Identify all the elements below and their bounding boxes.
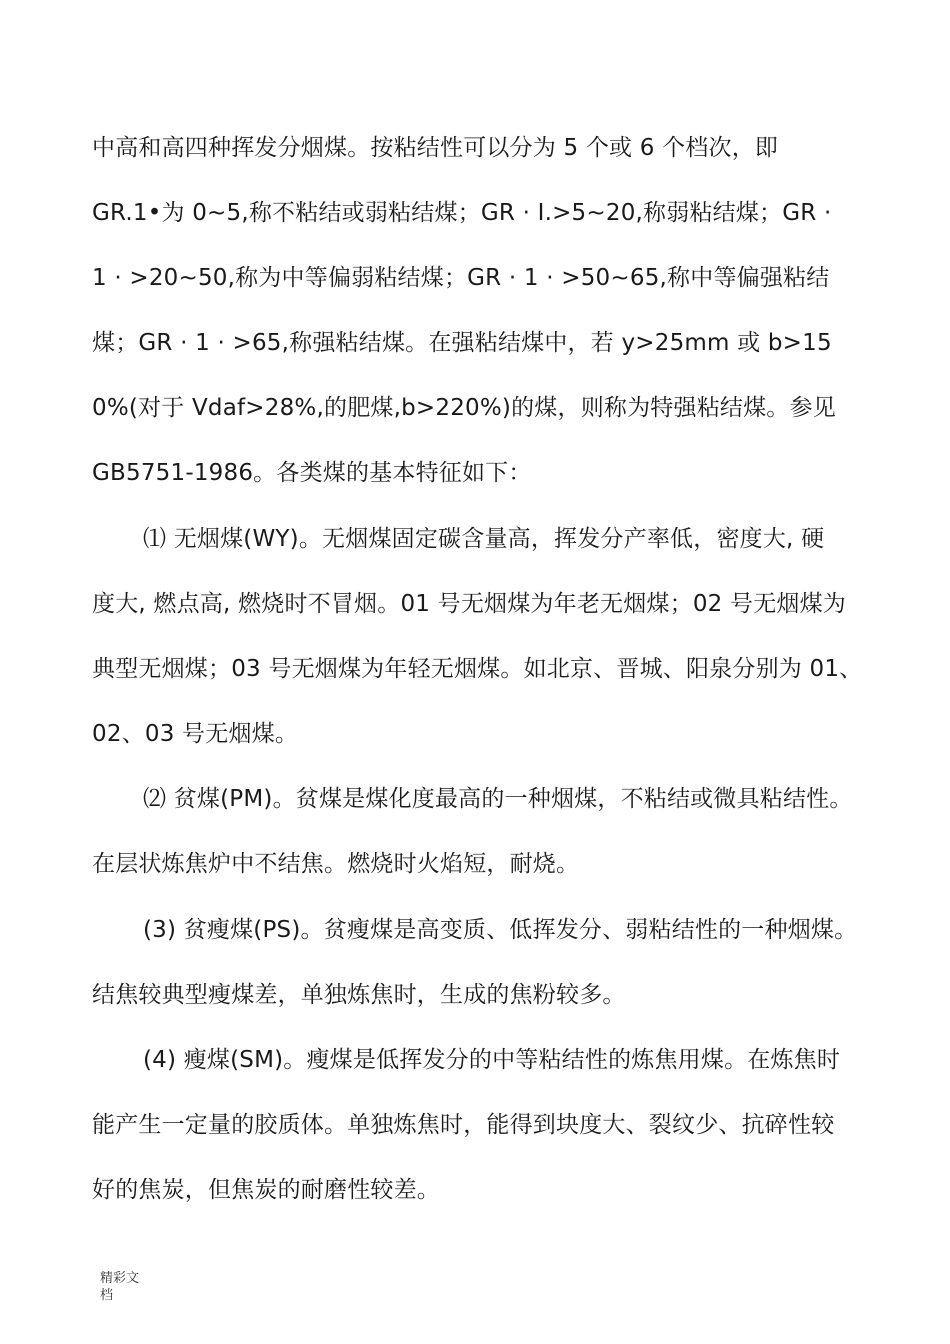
paragraph-1-line-2: 度大, 燃点高, 燃烧时不冒烟。01 号无烟煤为年老无烟煤；02 号无烟煤为 <box>92 591 846 617</box>
paragraph-1-line-4: 02、03 号无烟煤。 <box>92 721 299 747</box>
paragraph-3-line-1: (3) 贫瘦煤(PS)。贫瘦煤是高变质、低挥发分、弱粘结性的一种烟煤。 <box>143 917 858 943</box>
footer-line-1: 精彩文 <box>100 1271 140 1286</box>
text-line-1: 中高和高四种挥发分烟煤。按粘结性可以分为 5 个或 6 个档次，即 <box>92 135 779 161</box>
paragraph-1-line-3: 典型无烟煤；03 号无烟煤为年轻无烟煤。如北京、晋城、阳泉分别为 01、 <box>92 656 863 682</box>
paragraph-4-line-2: 能产生一定量的胶质体。单独炼焦时，能得到块度大、裂纹少、抗碎性较 <box>92 1112 835 1138</box>
paragraph-3-line-2: 结焦较典型瘦煤差，单独炼焦时，生成的焦粉较多。 <box>92 982 626 1008</box>
paragraph-4-line-3: 好的焦炭，但焦炭的耐磨性较差。 <box>92 1177 440 1203</box>
paragraph-2-line-1: ⑵ 贫煤(PM)。贫煤是煤化度最高的一种烟煤，不粘结或微具粘结性。 <box>143 786 853 812</box>
text-line-6: GB5751-1986。各类煤的基本特征如下： <box>92 460 532 486</box>
text-line-2: GR.1•为 0~5,称不粘结或弱粘结煤；GR · I.>5~20,称弱粘结煤；GR · <box>92 200 832 226</box>
text-line-4: 煤；GR · 1 · >65,称强粘结煤。在强粘结煤中，若 y>25mm 或 b>15 <box>92 330 832 356</box>
paragraph-1-line-1: ⑴ 无烟煤(WY)。无烟煤固定碳含量高，挥发分产率低，密度大, 硬 <box>143 526 825 552</box>
text-line-3: 1 · >20~50,称为中等偏弱粘结煤；GR · 1 · >50~65,称中等偏强粘结 <box>92 265 830 291</box>
footer-line-2: 档 <box>100 1288 114 1303</box>
paragraph-4-line-1: (4) 瘦煤(SM)。瘦煤是低挥发分的中等粘结性的炼焦用煤。在炼焦时 <box>143 1047 841 1073</box>
footer-label <box>100 1270 139 1304</box>
paragraph-2-line-2: 在层状炼焦炉中不结焦。燃烧时火焰短，耐烧。 <box>92 851 580 877</box>
text-line-5: 0%(对于 Vdaf>28%,的肥煤,b>220%)的煤，则称为特强粘结煤。参见 <box>92 395 836 421</box>
